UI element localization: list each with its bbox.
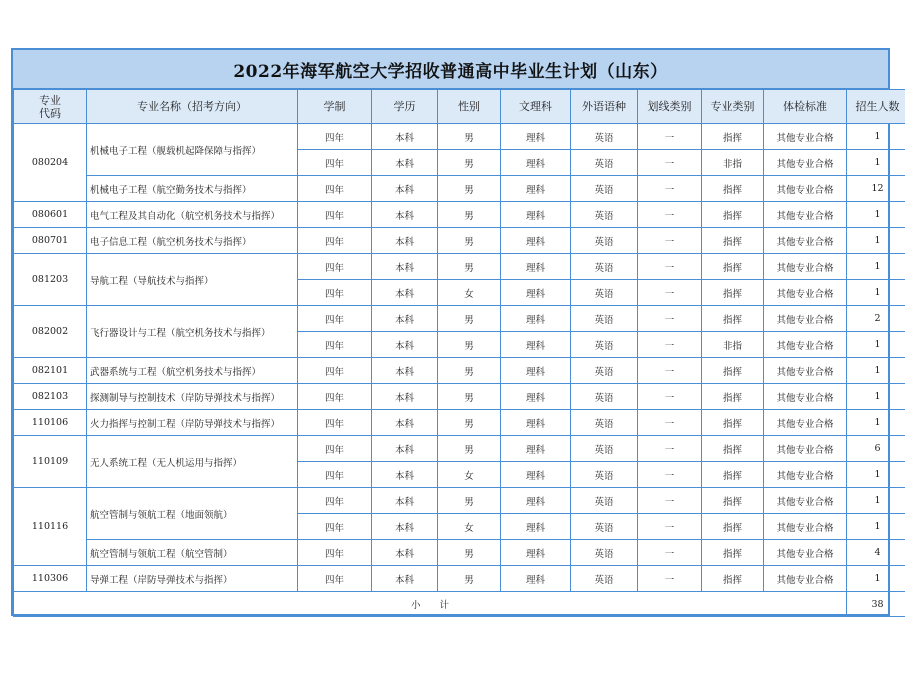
enrollment-count-cell: 12	[847, 176, 905, 202]
language-cell: 英语	[571, 202, 638, 228]
line-type-cell: 一	[638, 462, 702, 488]
language-cell: 英语	[571, 228, 638, 254]
gender-cell: 男	[438, 410, 501, 436]
track-cell: 理科	[501, 228, 571, 254]
physical-standard-cell: 其他专业合格	[764, 332, 847, 358]
language-cell: 英语	[571, 514, 638, 540]
header-major-type: 专业类别	[702, 90, 764, 124]
track-cell: 理科	[501, 332, 571, 358]
line-type-cell: 一	[638, 280, 702, 306]
table-row	[14, 384, 905, 410]
line-type-cell: 一	[638, 124, 702, 150]
duration-cell: 四年	[298, 384, 372, 410]
degree-cell: 本科	[372, 280, 438, 306]
enrollment-count-cell: 1	[847, 124, 905, 150]
track-cell: 理科	[501, 540, 571, 566]
language-cell: 英语	[571, 566, 638, 592]
track-cell: 理科	[501, 254, 571, 280]
duration-cell: 四年	[298, 254, 372, 280]
degree-cell: 本科	[372, 332, 438, 358]
header-physical: 体检标准	[764, 90, 847, 124]
degree-cell: 本科	[372, 358, 438, 384]
physical-standard-cell: 其他专业合格	[764, 488, 847, 514]
header-line-type: 划线类别	[638, 90, 702, 124]
duration-cell: 四年	[298, 566, 372, 592]
major-name: 机械电子工程（舰载机起降保障与指挥）	[87, 124, 298, 176]
major-name: 导弹工程（岸防导弹技术与指挥）	[87, 566, 298, 592]
enrollment-count-cell: 1	[847, 462, 905, 488]
physical-standard-cell: 其他专业合格	[764, 150, 847, 176]
gender-cell: 男	[438, 306, 501, 332]
table-row	[14, 488, 905, 514]
major-type-cell: 指挥	[702, 202, 764, 228]
physical-standard-cell: 其他专业合格	[764, 514, 847, 540]
degree-cell: 本科	[372, 488, 438, 514]
duration-cell: 四年	[298, 358, 372, 384]
gender-cell: 女	[438, 462, 501, 488]
track-cell: 理科	[501, 462, 571, 488]
table-row	[14, 540, 905, 566]
track-cell: 理科	[501, 150, 571, 176]
enrollment-count-cell: 6	[847, 436, 905, 462]
major-type-cell: 指挥	[702, 358, 764, 384]
table-row	[14, 306, 905, 332]
duration-cell: 四年	[298, 436, 372, 462]
language-cell: 英语	[571, 384, 638, 410]
language-cell: 英语	[571, 410, 638, 436]
duration-cell: 四年	[298, 228, 372, 254]
duration-cell: 四年	[298, 514, 372, 540]
header-row	[14, 90, 905, 124]
track-cell: 理科	[501, 358, 571, 384]
gender-cell: 女	[438, 280, 501, 306]
gender-cell: 男	[438, 436, 501, 462]
degree-cell: 本科	[372, 514, 438, 540]
gender-cell: 男	[438, 254, 501, 280]
major-code: 082002	[14, 306, 87, 358]
major-name: 电气工程及其自动化（航空机务技术与指挥）	[87, 202, 298, 228]
table-row	[14, 202, 905, 228]
physical-standard-cell: 其他专业合格	[764, 124, 847, 150]
enrollment-count-cell: 1	[847, 358, 905, 384]
enrollment-count-cell: 1	[847, 280, 905, 306]
line-type-cell: 一	[638, 306, 702, 332]
enrollment-count-cell: 4	[847, 540, 905, 566]
gender-cell: 女	[438, 514, 501, 540]
track-cell: 理科	[501, 566, 571, 592]
language-cell: 英语	[571, 124, 638, 150]
track-cell: 理科	[501, 202, 571, 228]
major-code: 080601	[14, 202, 87, 228]
gender-cell: 男	[438, 332, 501, 358]
track-cell: 理科	[501, 384, 571, 410]
physical-standard-cell: 其他专业合格	[764, 540, 847, 566]
gender-cell: 男	[438, 358, 501, 384]
enrollment-count-cell: 1	[847, 202, 905, 228]
major-code: 110109	[14, 436, 87, 488]
degree-cell: 本科	[372, 228, 438, 254]
duration-cell: 四年	[298, 202, 372, 228]
major-code: 082101	[14, 358, 87, 384]
major-type-cell: 指挥	[702, 306, 764, 332]
enrollment-count-cell: 1	[847, 410, 905, 436]
physical-standard-cell: 其他专业合格	[764, 202, 847, 228]
enrollment-count-cell: 1	[847, 332, 905, 358]
major-type-cell: 指挥	[702, 176, 764, 202]
major-name: 火力指挥与控制工程（岸防导弹技术与指挥）	[87, 410, 298, 436]
duration-cell: 四年	[298, 332, 372, 358]
degree-cell: 本科	[372, 384, 438, 410]
header-language: 外语语种	[571, 90, 638, 124]
degree-cell: 本科	[372, 410, 438, 436]
plan-document	[11, 48, 900, 616]
language-cell: 英语	[571, 280, 638, 306]
major-name: 飞行器设计与工程（航空机务技术与指挥）	[87, 306, 298, 358]
line-type-cell: 一	[638, 332, 702, 358]
language-cell: 英语	[571, 254, 638, 280]
gender-cell: 男	[438, 150, 501, 176]
table-row	[14, 254, 905, 280]
header-gender: 性别	[438, 90, 501, 124]
table-row	[14, 124, 905, 150]
major-type-cell: 指挥	[702, 514, 764, 540]
enrollment-count-cell: 1	[847, 514, 905, 540]
duration-cell: 四年	[298, 488, 372, 514]
line-type-cell: 一	[638, 488, 702, 514]
major-type-cell: 指挥	[702, 228, 764, 254]
physical-standard-cell: 其他专业合格	[764, 306, 847, 332]
major-name: 电子信息工程（航空机务技术与指挥）	[87, 228, 298, 254]
gender-cell: 男	[438, 566, 501, 592]
duration-cell: 四年	[298, 410, 372, 436]
degree-cell: 本科	[372, 436, 438, 462]
major-type-cell: 非指	[702, 150, 764, 176]
duration-cell: 四年	[298, 462, 372, 488]
language-cell: 英语	[571, 306, 638, 332]
enrollment-count-cell: 1	[847, 488, 905, 514]
duration-cell: 四年	[298, 540, 372, 566]
degree-cell: 本科	[372, 176, 438, 202]
gender-cell: 男	[438, 488, 501, 514]
physical-standard-cell: 其他专业合格	[764, 254, 847, 280]
enrollment-count-cell: 1	[847, 566, 905, 592]
line-type-cell: 一	[638, 150, 702, 176]
line-type-cell: 一	[638, 540, 702, 566]
track-cell: 理科	[501, 280, 571, 306]
major-type-cell: 非指	[702, 332, 764, 358]
major-code: 110116	[14, 488, 87, 566]
duration-cell: 四年	[298, 306, 372, 332]
physical-standard-cell: 其他专业合格	[764, 280, 847, 306]
header-track: 文理科	[501, 90, 571, 124]
major-type-cell: 指挥	[702, 124, 764, 150]
enrollment-count-cell: 1	[847, 150, 905, 176]
header-duration: 学制	[298, 90, 372, 124]
language-cell: 英语	[571, 358, 638, 384]
page-title: 2022年海军航空大学招收普通高中毕业生计划（山东）	[13, 50, 888, 89]
major-type-cell: 指挥	[702, 254, 764, 280]
line-type-cell: 一	[638, 176, 702, 202]
major-type-cell: 指挥	[702, 280, 764, 306]
table-row	[14, 436, 905, 462]
physical-standard-cell: 其他专业合格	[764, 436, 847, 462]
degree-cell: 本科	[372, 566, 438, 592]
table-row	[14, 228, 905, 254]
major-type-cell: 指挥	[702, 462, 764, 488]
physical-standard-cell: 其他专业合格	[764, 358, 847, 384]
enrollment-count-cell: 1	[847, 228, 905, 254]
gender-cell: 男	[438, 202, 501, 228]
major-code: 110106	[14, 410, 87, 436]
line-type-cell: 一	[638, 254, 702, 280]
degree-cell: 本科	[372, 306, 438, 332]
gender-cell: 男	[438, 228, 501, 254]
language-cell: 英语	[571, 176, 638, 202]
major-code: 081203	[14, 254, 87, 306]
header-code: 专业 代码	[14, 90, 87, 124]
major-name: 武器系统与工程（航空机务技术与指挥）	[87, 358, 298, 384]
subtotal-label: 小 计	[14, 592, 847, 617]
duration-cell: 四年	[298, 124, 372, 150]
track-cell: 理科	[501, 306, 571, 332]
line-type-cell: 一	[638, 566, 702, 592]
gender-cell: 男	[438, 176, 501, 202]
line-type-cell: 一	[638, 514, 702, 540]
physical-standard-cell: 其他专业合格	[764, 462, 847, 488]
track-cell: 理科	[501, 436, 571, 462]
track-cell: 理科	[501, 488, 571, 514]
track-cell: 理科	[501, 514, 571, 540]
major-type-cell: 指挥	[702, 384, 764, 410]
subtotal-row	[14, 592, 905, 617]
line-type-cell: 一	[638, 202, 702, 228]
enrollment-count-cell: 1	[847, 254, 905, 280]
header-count: 招生人数	[847, 90, 905, 124]
language-cell: 英语	[571, 488, 638, 514]
subtotal-value: 38	[847, 592, 905, 617]
table-row	[14, 410, 905, 436]
language-cell: 英语	[571, 540, 638, 566]
table-row	[14, 358, 905, 384]
major-code: 080204	[14, 124, 87, 202]
major-code: 080701	[14, 228, 87, 254]
header-degree: 学历	[372, 90, 438, 124]
major-type-cell: 指挥	[702, 540, 764, 566]
physical-standard-cell: 其他专业合格	[764, 176, 847, 202]
major-name: 航空管制与领航工程（地面领航）	[87, 488, 298, 540]
major-type-cell: 指挥	[702, 436, 764, 462]
major-name: 航空管制与领航工程（航空管制）	[87, 540, 298, 566]
physical-standard-cell: 其他专业合格	[764, 410, 847, 436]
line-type-cell: 一	[638, 228, 702, 254]
header-name: 专业名称（招考方向）	[87, 90, 298, 124]
major-type-cell: 指挥	[702, 410, 764, 436]
major-code: 082103	[14, 384, 87, 410]
gender-cell: 男	[438, 384, 501, 410]
degree-cell: 本科	[372, 202, 438, 228]
language-cell: 英语	[571, 436, 638, 462]
enrollment-table	[13, 89, 905, 617]
physical-standard-cell: 其他专业合格	[764, 566, 847, 592]
language-cell: 英语	[571, 332, 638, 358]
degree-cell: 本科	[372, 254, 438, 280]
physical-standard-cell: 其他专业合格	[764, 228, 847, 254]
duration-cell: 四年	[298, 150, 372, 176]
duration-cell: 四年	[298, 280, 372, 306]
gender-cell: 男	[438, 124, 501, 150]
physical-standard-cell: 其他专业合格	[764, 384, 847, 410]
degree-cell: 本科	[372, 462, 438, 488]
table-row	[14, 176, 905, 202]
degree-cell: 本科	[372, 150, 438, 176]
major-name: 无人系统工程（无人机运用与指挥）	[87, 436, 298, 488]
table-row	[14, 566, 905, 592]
line-type-cell: 一	[638, 436, 702, 462]
gender-cell: 男	[438, 540, 501, 566]
enrollment-count-cell: 2	[847, 306, 905, 332]
line-type-cell: 一	[638, 410, 702, 436]
major-name: 探测制导与控制技术（岸防导弹技术与指挥）	[87, 384, 298, 410]
enrollment-count-cell: 1	[847, 384, 905, 410]
major-code: 110306	[14, 566, 87, 592]
language-cell: 英语	[571, 150, 638, 176]
major-name: 机械电子工程（航空勤务技术与指挥）	[87, 176, 298, 202]
line-type-cell: 一	[638, 384, 702, 410]
line-type-cell: 一	[638, 358, 702, 384]
major-name: 导航工程（导航技术与指挥）	[87, 254, 298, 306]
duration-cell: 四年	[298, 176, 372, 202]
track-cell: 理科	[501, 410, 571, 436]
language-cell: 英语	[571, 462, 638, 488]
degree-cell: 本科	[372, 540, 438, 566]
major-type-cell: 指挥	[702, 566, 764, 592]
track-cell: 理科	[501, 124, 571, 150]
degree-cell: 本科	[372, 124, 438, 150]
track-cell: 理科	[501, 176, 571, 202]
major-type-cell: 指挥	[702, 488, 764, 514]
